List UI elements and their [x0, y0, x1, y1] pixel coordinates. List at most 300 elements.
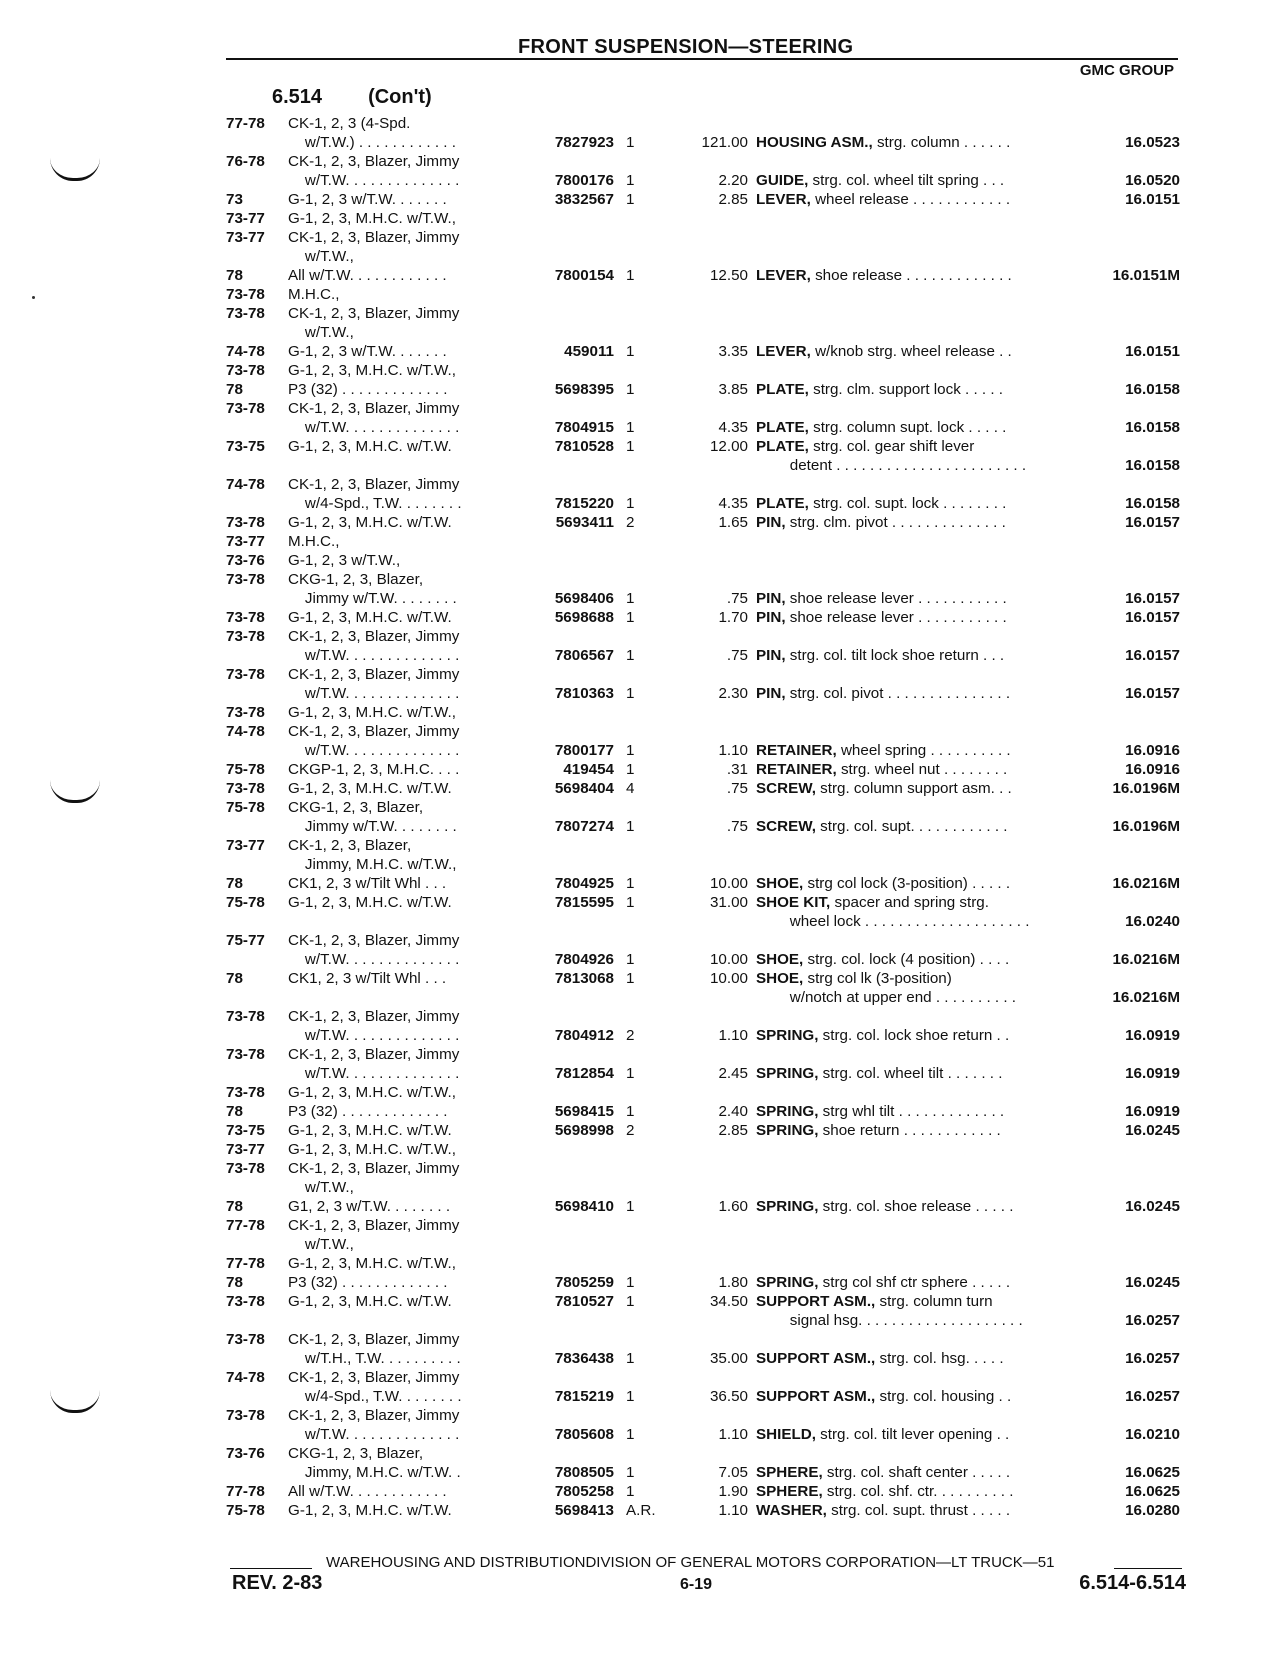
quantity: 1	[626, 761, 635, 778]
part-detail: strg col lk (3-position)	[803, 970, 952, 987]
part-detail: strg col shf ctr sphere . . . . .	[818, 1274, 1011, 1291]
description	[756, 1425, 1009, 1444]
application: G-1, 2, 3 w/T.W. . . . . . .	[288, 191, 447, 208]
application: w/T.W. . . . . . . . . . . . . .	[288, 1426, 460, 1443]
quantity: 1	[626, 134, 635, 151]
description	[756, 969, 952, 988]
model-years: 74-78	[226, 723, 265, 740]
part-line	[226, 418, 1186, 437]
description	[756, 1349, 1004, 1368]
quantity: 1	[626, 818, 635, 835]
part-line	[226, 1501, 1186, 1520]
model-years: 74-78	[226, 476, 265, 493]
part-name: PIN,	[756, 647, 786, 664]
description	[756, 741, 1011, 760]
description	[756, 760, 1007, 779]
part-detail: strg. col. housing . .	[875, 1388, 1012, 1405]
part-line	[226, 1311, 1186, 1330]
part-line	[226, 1216, 1186, 1235]
description	[756, 912, 1029, 931]
application: G1, 2, 3 w/T.W. . . . . . . .	[288, 1198, 451, 1215]
part-detail: signal hsg. . . . . . . . . . . . . . . . . . . .	[756, 1312, 1023, 1329]
section-range: 6.514-6.514	[1079, 1572, 1186, 1594]
application: G-1, 2, 3, M.H.C. w/T.W.	[288, 894, 452, 911]
group-number: 16.0157	[1125, 514, 1180, 531]
price: .75	[726, 780, 748, 797]
model-years: 73-78	[226, 362, 265, 379]
part-name: SPRING,	[756, 1027, 819, 1044]
application: G-1, 2, 3, M.H.C. w/T.W.,	[288, 1255, 456, 1272]
description	[756, 874, 1010, 893]
price: 10.00	[709, 951, 748, 968]
quantity: 1	[626, 1464, 635, 1481]
group-number: 16.0625	[1125, 1483, 1180, 1500]
model-years: 73	[226, 191, 243, 208]
part-line	[226, 1368, 1186, 1387]
part-detail: strg. wheel nut . . . . . . . .	[836, 761, 1008, 778]
application: CK-1, 2, 3, Blazer, Jimmy	[288, 1008, 460, 1025]
quantity: 2	[626, 1027, 635, 1044]
part-line	[226, 513, 1186, 532]
application: Jimmy w/T.W. . . . . . . .	[288, 590, 457, 607]
description	[756, 494, 1006, 513]
quantity: 1	[626, 1388, 635, 1405]
part-name: LEVER,	[756, 343, 811, 360]
part-name: SHIELD,	[756, 1426, 816, 1443]
group-number: 16.0245	[1125, 1274, 1180, 1291]
quantity: 1	[626, 381, 635, 398]
model-years: 78	[226, 1198, 243, 1215]
part-line	[226, 1140, 1186, 1159]
part-name: SPRING,	[756, 1198, 819, 1215]
part-line	[226, 342, 1186, 361]
part-number: 7810528	[554, 438, 614, 455]
part-name: PIN,	[756, 514, 786, 531]
part-line	[226, 1330, 1186, 1349]
part-detail: strg. col. shoe release . . . . .	[818, 1198, 1014, 1215]
page-number: 6-19	[680, 1576, 713, 1593]
part-detail: strg. clm. support lock . . . . .	[808, 381, 1003, 398]
quantity: 1	[626, 1293, 635, 1310]
model-years: 78	[226, 875, 243, 892]
part-detail: strg. col. gear shift lever	[808, 438, 975, 455]
part-line	[226, 1197, 1186, 1216]
group-number: 16.0158	[1125, 419, 1180, 436]
application: w/T.H., T.W. . . . . . . . . .	[288, 1350, 461, 1367]
part-line	[226, 399, 1186, 418]
model-years: 75-77	[226, 932, 265, 949]
part-line	[226, 247, 1186, 266]
part-line	[226, 760, 1186, 779]
part-line	[226, 874, 1186, 893]
group-number: 16.0919	[1125, 1027, 1180, 1044]
application: CKG-1, 2, 3, Blazer,	[288, 571, 424, 588]
part-line	[226, 836, 1186, 855]
part-name: PLATE,	[756, 381, 809, 398]
group-number: 16.0216M	[1112, 951, 1180, 968]
description	[756, 779, 1012, 798]
description	[756, 456, 1026, 475]
description	[756, 1311, 1023, 1330]
price: 2.30	[718, 685, 748, 702]
price: 1.10	[718, 1502, 748, 1519]
part-line	[226, 1007, 1186, 1026]
revision-label: REV. 2-83	[232, 1572, 323, 1594]
price: .75	[726, 647, 748, 664]
quantity: 1	[626, 742, 635, 759]
part-name: PIN,	[756, 685, 786, 702]
quantity: 1	[626, 590, 635, 607]
part-number: 7807274	[554, 818, 614, 835]
description	[756, 950, 1009, 969]
application: G-1, 2, 3, M.H.C. w/T.W.,	[288, 362, 456, 379]
part-number: 7804925	[554, 875, 614, 892]
price: .31	[726, 761, 748, 778]
part-line	[226, 855, 1186, 874]
part-name: SHOE,	[756, 875, 804, 892]
part-line	[226, 1083, 1186, 1102]
application: G-1, 2, 3, M.H.C. w/T.W.,	[288, 1084, 456, 1101]
quantity: 1	[626, 1065, 635, 1082]
group-number: 16.0245	[1125, 1198, 1180, 1215]
part-line	[226, 551, 1186, 570]
part-number: 5698998	[554, 1122, 614, 1139]
description	[756, 171, 1004, 190]
part-line	[226, 1121, 1186, 1140]
price: 2.20	[718, 172, 748, 189]
model-years: 73-75	[226, 1122, 265, 1139]
model-years: 77-78	[226, 1255, 265, 1272]
quantity: 1	[626, 172, 635, 189]
quantity: 1	[626, 685, 635, 702]
section-number: 6.514	[272, 86, 323, 108]
binder-mark	[50, 780, 100, 803]
part-line	[226, 1159, 1186, 1178]
group-number: 16.0257	[1125, 1388, 1180, 1405]
application: CKGP-1, 2, 3, M.H.C. . . .	[288, 761, 460, 778]
application: w/T.W. . . . . . . . . . . . . .	[288, 742, 460, 759]
part-line	[226, 1463, 1186, 1482]
application: G-1, 2, 3 w/T.W. . . . . . .	[288, 343, 447, 360]
application: w/T.W. . . . . . . . . . . . . .	[288, 685, 460, 702]
application: w/T.W.) . . . . . . . . . . . .	[288, 134, 456, 151]
application: CK-1, 2, 3, Blazer, Jimmy	[288, 400, 460, 417]
price: 7.05	[718, 1464, 748, 1481]
part-line	[226, 133, 1186, 152]
application: w/T.W.,	[288, 1179, 354, 1196]
quantity: 4	[626, 780, 635, 797]
application: CK-1, 2, 3, Blazer, Jimmy	[288, 1407, 460, 1424]
group-number: 16.0210	[1125, 1426, 1180, 1443]
quantity: 1	[626, 1426, 635, 1443]
price: 3.35	[718, 343, 748, 360]
part-line	[226, 228, 1186, 247]
section-continued: (Con't)	[368, 86, 432, 108]
part-detail: strg. clm. pivot . . . . . . . . . . . . . .	[785, 514, 1006, 531]
part-detail: strg. col. hsg. . . . .	[875, 1350, 1004, 1367]
model-years: 73-77	[226, 229, 265, 246]
group-number: 16.0245	[1125, 1122, 1180, 1139]
model-years: 78	[226, 381, 243, 398]
application: All w/T.W. . . . . . . . . . . .	[288, 267, 447, 284]
group-number: 16.0158	[1125, 495, 1180, 512]
part-name: SHOE KIT,	[756, 894, 831, 911]
part-line	[226, 190, 1186, 209]
model-years: 73-78	[226, 628, 265, 645]
price: 1.10	[718, 1027, 748, 1044]
application: CK-1, 2, 3, Blazer,	[288, 837, 412, 854]
model-years: 78	[226, 267, 243, 284]
price: 10.00	[709, 875, 748, 892]
group-number: 16.0157	[1125, 609, 1180, 626]
part-line	[226, 456, 1186, 475]
group-number: 16.0196M	[1112, 818, 1180, 835]
description	[756, 1463, 1010, 1482]
application: w/T.W. . . . . . . . . . . . . .	[288, 1027, 460, 1044]
price: 1.10	[718, 742, 748, 759]
model-years: 73-77	[226, 533, 265, 550]
part-number: 5698413	[554, 1502, 614, 1519]
part-detail: spacer and spring strg.	[830, 894, 989, 911]
model-years: 73-75	[226, 438, 265, 455]
group-number: 16.0151	[1125, 191, 1180, 208]
part-name: WASHER,	[756, 1502, 827, 1519]
application: CK-1, 2, 3, Blazer, Jimmy	[288, 723, 460, 740]
part-line	[226, 570, 1186, 589]
part-name: SPRING,	[756, 1103, 819, 1120]
binder-mark	[50, 158, 100, 181]
part-number: 5698415	[554, 1103, 614, 1120]
part-number: 7810527	[554, 1293, 614, 1310]
group-number: 16.0919	[1125, 1103, 1180, 1120]
group-number: 16.0523	[1125, 134, 1180, 151]
group-number: 16.0157	[1125, 590, 1180, 607]
model-years: 73-77	[226, 837, 265, 854]
part-detail: strg. col. shf. ctr. . . . . . . . . .	[822, 1483, 1014, 1500]
description	[756, 418, 1006, 437]
part-line	[226, 1406, 1186, 1425]
part-number: 7813068	[554, 970, 614, 987]
part-number: 7804915	[554, 419, 614, 436]
part-number: 5698410	[554, 1198, 614, 1215]
application: w/T.W. . . . . . . . . . . . . .	[288, 1065, 460, 1082]
part-name: SPRING,	[756, 1122, 819, 1139]
part-number: 5693411	[555, 514, 614, 531]
description	[756, 1273, 1010, 1292]
quantity: 1	[626, 438, 635, 455]
part-name: LEVER,	[756, 267, 811, 284]
group-number: 16.0196M	[1112, 780, 1180, 797]
model-years: 73-78	[226, 1046, 265, 1063]
part-number: 7805608	[554, 1426, 614, 1443]
quantity: 2	[626, 514, 635, 531]
price: 34.50	[709, 1293, 748, 1310]
part-line	[226, 209, 1186, 228]
quantity: 1	[626, 343, 635, 360]
group-number: 16.0158	[1125, 457, 1180, 474]
description	[756, 1501, 1010, 1520]
part-name: SHOE,	[756, 951, 804, 968]
application: G-1, 2, 3, M.H.C. w/T.W.,	[288, 704, 456, 721]
part-detail: shoe release lever . . . . . . . . . . .	[785, 590, 1007, 607]
part-line	[226, 627, 1186, 646]
part-line	[226, 285, 1186, 304]
group-number: 16.0240	[1125, 913, 1180, 930]
group-number: 16.0257	[1125, 1350, 1180, 1367]
group-number: 16.0916	[1125, 742, 1180, 759]
part-name: SCREW,	[756, 818, 816, 835]
part-number: 5698406	[554, 590, 614, 607]
model-years: 74-78	[226, 1369, 265, 1386]
quantity: 1	[626, 894, 635, 911]
part-detail: wheel spring . . . . . . . . . .	[836, 742, 1011, 759]
model-years: 78	[226, 970, 243, 987]
part-detail: strg. column support asm. . .	[815, 780, 1012, 797]
price: 35.00	[709, 1350, 748, 1367]
part-detail: strg. col. lock (4 position) . . . .	[803, 951, 1010, 968]
part-line	[226, 171, 1186, 190]
price: 3.85	[718, 381, 748, 398]
speck	[32, 296, 35, 299]
part-line	[226, 1178, 1186, 1197]
price: 1.10	[718, 1426, 748, 1443]
part-line	[226, 969, 1186, 988]
application: Jimmy, M.H.C. w/T.W. .	[288, 1464, 461, 1481]
part-number: 7836438	[554, 1350, 614, 1367]
part-name: LEVER,	[756, 191, 811, 208]
application: CKG-1, 2, 3, Blazer,	[288, 1445, 424, 1462]
group-number: 16.0280	[1125, 1502, 1180, 1519]
footer-text: WAREHOUSING AND DISTRIBUTIONDIVISION OF GENERAL MOTORS CORPORATION—LT TRUCK—51	[326, 1554, 1055, 1571]
application: w/T.W.,	[288, 248, 354, 265]
application: w/T.W.,	[288, 1236, 354, 1253]
part-number: 7808505	[554, 1464, 614, 1481]
part-detail: strg. col. supt. thrust . . . . .	[826, 1502, 1011, 1519]
model-years: 73-77	[226, 1141, 265, 1158]
group-number: 16.0216M	[1112, 875, 1180, 892]
part-line	[226, 475, 1186, 494]
part-detail: strg. col. tilt lever opening . .	[815, 1426, 1010, 1443]
application: M.H.C.,	[288, 286, 340, 303]
application: G-1, 2, 3, M.H.C. w/T.W.,	[288, 1141, 456, 1158]
part-name: SUPPORT ASM.,	[756, 1293, 876, 1310]
description	[756, 684, 1010, 703]
description	[756, 1026, 1009, 1045]
price: 10.00	[709, 970, 748, 987]
quantity: 1	[626, 495, 635, 512]
part-number: 7810363	[554, 685, 614, 702]
part-number: 7800154	[554, 267, 614, 284]
part-number: 419454	[563, 761, 614, 778]
model-years: 77-78	[226, 1483, 265, 1500]
description	[756, 342, 1012, 361]
price: 2.40	[718, 1103, 748, 1120]
application: w/4-Spd., T.W. . . . . . . .	[288, 1388, 462, 1405]
part-number: 7800177	[554, 742, 614, 759]
part-line	[226, 798, 1186, 817]
part-number: 7805258	[554, 1483, 614, 1500]
model-years: 73-78	[226, 1008, 265, 1025]
quantity: 1	[626, 1198, 635, 1215]
model-years: 73-78	[226, 1407, 265, 1424]
part-detail: strg. column supt. lock . . . . .	[808, 419, 1007, 436]
part-number: 7815219	[554, 1388, 614, 1405]
part-number: 459011	[564, 343, 614, 360]
price: 2.45	[718, 1065, 748, 1082]
model-years: 73-78	[226, 1084, 265, 1101]
application: P3 (32) . . . . . . . . . . . . .	[288, 381, 448, 398]
description	[756, 988, 1016, 1007]
part-detail: strg whl tilt . . . . . . . . . . . . .	[818, 1103, 1005, 1120]
application: Jimmy, M.H.C. w/T.W.,	[288, 856, 457, 873]
model-years: 73-76	[226, 1445, 265, 1462]
part-line	[226, 532, 1186, 551]
description	[756, 1387, 1011, 1406]
quantity: 1	[626, 267, 635, 284]
price: 31.00	[709, 894, 748, 911]
application: G-1, 2, 3, M.H.C. w/T.W.	[288, 609, 452, 626]
model-years: 78	[226, 1103, 243, 1120]
description	[756, 1482, 1013, 1501]
application: CK-1, 2, 3, Blazer, Jimmy	[288, 932, 460, 949]
part-name: SUPPORT ASM.,	[756, 1388, 876, 1405]
model-years: 73-78	[226, 400, 265, 417]
part-line	[226, 1444, 1186, 1463]
model-years: 73-78	[226, 1160, 265, 1177]
part-line	[226, 988, 1186, 1007]
price: .75	[726, 818, 748, 835]
part-line	[226, 722, 1186, 741]
part-line	[226, 1026, 1186, 1045]
quantity: 1	[626, 609, 635, 626]
application: CKG-1, 2, 3, Blazer,	[288, 799, 424, 816]
application: CK-1, 2, 3, Blazer, Jimmy	[288, 229, 460, 246]
parts-list	[226, 114, 1186, 1520]
application: CK-1, 2, 3 (4-Spd.	[288, 115, 411, 132]
application: w/T.W. . . . . . . . . . . . . .	[288, 419, 460, 436]
part-number: 5698688	[554, 609, 614, 626]
group-number: 16.0625	[1125, 1464, 1180, 1481]
part-number: 5698404	[554, 780, 614, 797]
part-line	[226, 703, 1186, 722]
model-years: 73-77	[226, 210, 265, 227]
model-years: 73-78	[226, 609, 265, 626]
model-years: 73-78	[226, 514, 265, 531]
description	[756, 513, 1006, 532]
price: 1.60	[718, 1198, 748, 1215]
price: .75	[726, 590, 748, 607]
model-years: 76-78	[226, 153, 265, 170]
part-detail: strg. column . . . . . .	[872, 134, 1011, 151]
quantity: 1	[626, 1274, 635, 1291]
part-name: PLATE,	[756, 438, 809, 455]
application: CK-1, 2, 3, Blazer, Jimmy	[288, 476, 460, 493]
quantity: 1	[626, 1483, 635, 1500]
part-name: SCREW,	[756, 780, 816, 797]
application: G-1, 2, 3, M.H.C. w/T.W.	[288, 438, 452, 455]
model-years: 73-78	[226, 286, 265, 303]
model-years: 73-78	[226, 666, 265, 683]
part-line	[226, 779, 1186, 798]
application: CK-1, 2, 3, Blazer, Jimmy	[288, 305, 460, 322]
model-years: 78	[226, 1274, 243, 1291]
description	[756, 437, 974, 456]
group-number: 16.0158	[1125, 381, 1180, 398]
model-years: 74-78	[226, 343, 265, 360]
part-line	[226, 1045, 1186, 1064]
description	[756, 589, 1007, 608]
part-line	[226, 323, 1186, 342]
